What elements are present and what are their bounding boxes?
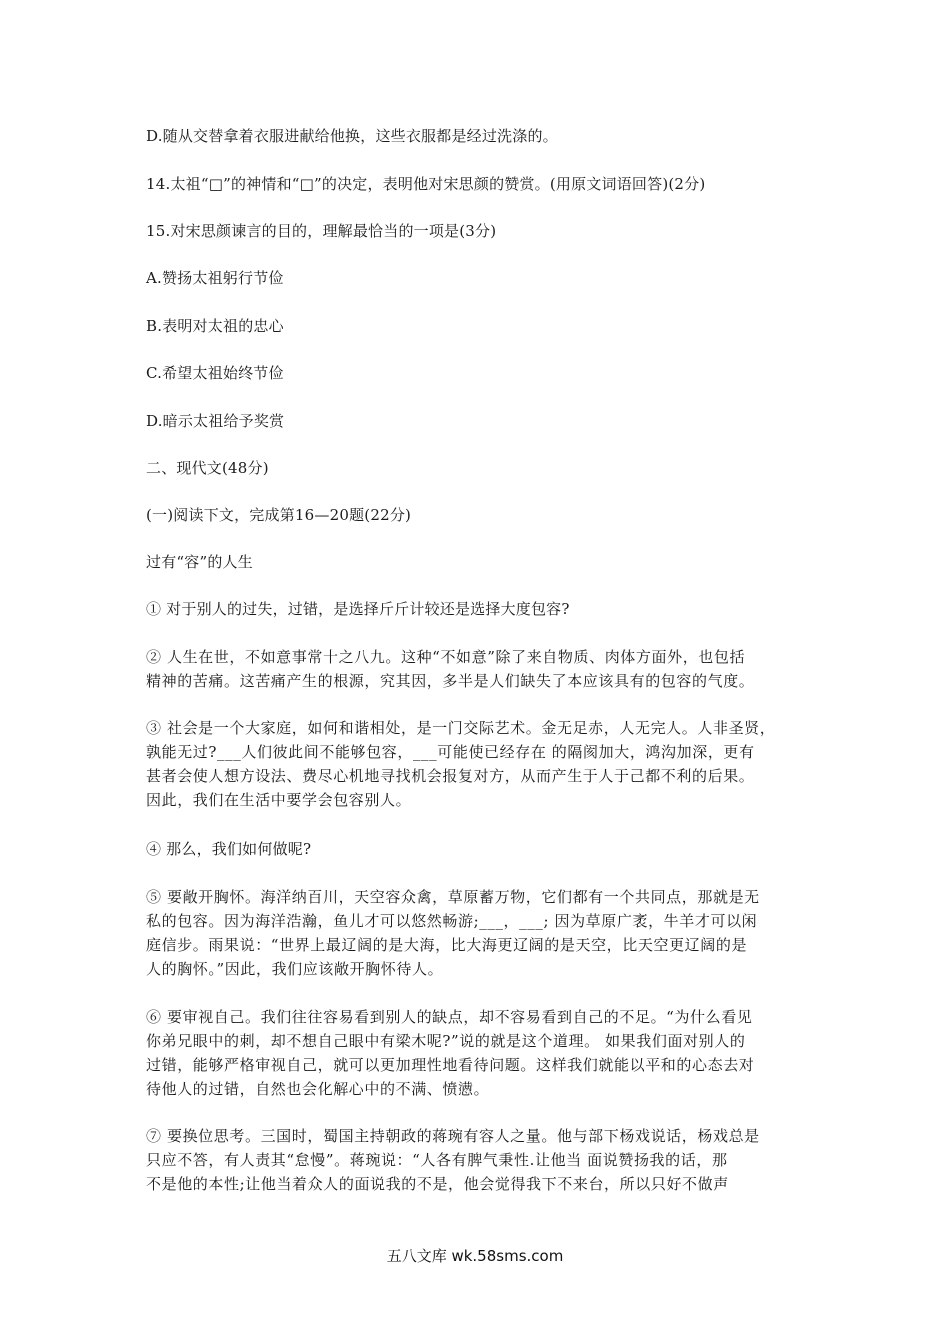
option-15-d: D.暗示太祖给予奖赏 <box>146 412 285 430</box>
footer-watermark: 五八文库 wk.58sms.com <box>386 1247 564 1265</box>
part-heading: (一)阅读下文，完成第16—20题(22分) <box>146 506 412 524</box>
paragraph-line: ⑤ 要敞开胸怀。海洋纳百川，天空容众禽，草原蓄万物，它们都有一个共同点，那就是无 <box>146 888 760 906</box>
option-13-d: D.随从交替拿着衣服进献给他换，这些衣服都是经过洗涤的。 <box>146 127 558 145</box>
paragraph-line: 孰能无过?___人们彼此间不能够包容，___可能使已经存在 的隔阂加大，鸿沟加深，更有 <box>146 743 755 761</box>
paragraph-line: ⑥ 要审视自己。我们往往容易看到别人的缺点，却不容易看到自己的不足。“为什么看见 <box>146 1008 753 1026</box>
question-15: 15.对宋思颜谏言的目的，理解最恰当的一项是(3分) <box>146 222 497 240</box>
section-heading: 二、现代文(48分) <box>146 459 269 477</box>
paragraph-1: ① 对于别人的过失，过错，是选择斤斤计较还是选择大度包容? <box>146 600 570 618</box>
paragraph-line: 甚者会使人想方设法、费尽心机地寻找机会报复对方，从而产生于人于己都不利的后果。 <box>146 767 755 785</box>
paragraph-line: 因此，我们在生活中要学会包容别人。 <box>146 791 412 809</box>
paragraph-3 <box>146 716 814 812</box>
paragraph-line: ⑦ 要换位思考。三国时，蜀国主持朝政的蒋琬有容人之量。他与部下杨戏说话，杨戏总是 <box>146 1127 760 1145</box>
paragraph-line: ③ 社会是一个大家庭，如何和谐相处，是一门交际艺术。金无足赤，人无完人。人非圣贤， <box>146 719 776 737</box>
paragraph-line: 待他人的过错，自然也会化解心中的不满、愤懑。 <box>146 1080 490 1098</box>
question-14: 14.太祖“□”的神情和“□”的决定，表明他对宋思颜的赞赏。(用原文词语回答)(2分) <box>146 175 706 193</box>
paragraph-5 <box>146 885 814 981</box>
paragraph-line: 你弟兄眼中的刺，却不想自己眼中有梁木呢?”说的就是这个道理。 如果我们面对别人的 <box>146 1032 746 1050</box>
paragraph-line: 精神的苦痛。这苦痛产生的根源，究其因，多半是人们缺失了本应该具有的包容的气度。 <box>146 672 755 690</box>
paragraph-7 <box>146 1124 814 1196</box>
option-15-c: C.希望太祖始终节俭 <box>146 364 284 382</box>
option-15-a: A.赞扬太祖躬行节俭 <box>146 269 284 287</box>
paragraph-line: 只应不答，有人责其“怠慢”。蒋琬说：“人各有脾气秉性.让他当 面说赞扬我的话，那 <box>146 1151 728 1169</box>
paragraph-line: 庭信步。雨果说：“世界上最辽阔的是大海，比大海更辽阔的是天空，比天空更辽阔的是 <box>146 936 748 954</box>
paragraph-line: 私的包容。因为海洋浩瀚，鱼儿才可以悠然畅游;___，___; 因为草原广袤，牛羊才可以闲 <box>146 912 758 930</box>
article-title: 过有“容”的人生 <box>146 553 253 571</box>
paragraph-6 <box>146 1005 814 1101</box>
paragraph-line: 不是他的本性;让他当着众人的面说我的不是，他会觉得我下不来台，所以只好不做声 <box>146 1175 729 1193</box>
paragraph-line: 过错，能够严格审视自己，就可以更加理性地看待问题。这样我们就能以平和的心态去对 <box>146 1056 755 1074</box>
paragraph-2 <box>146 645 814 693</box>
paragraph-line: 人的胸怀。”因此，我们应该敞开胸怀待人。 <box>146 960 444 978</box>
paragraph-line: ② 人生在世，不如意事常十之八九。这种“不如意”除了来自物质、肉体方面外，也包括 <box>146 648 746 666</box>
paragraph-4: ④ 那么，我们如何做呢? <box>146 840 312 858</box>
option-15-b: B.表明对太祖的忠心 <box>146 317 284 335</box>
